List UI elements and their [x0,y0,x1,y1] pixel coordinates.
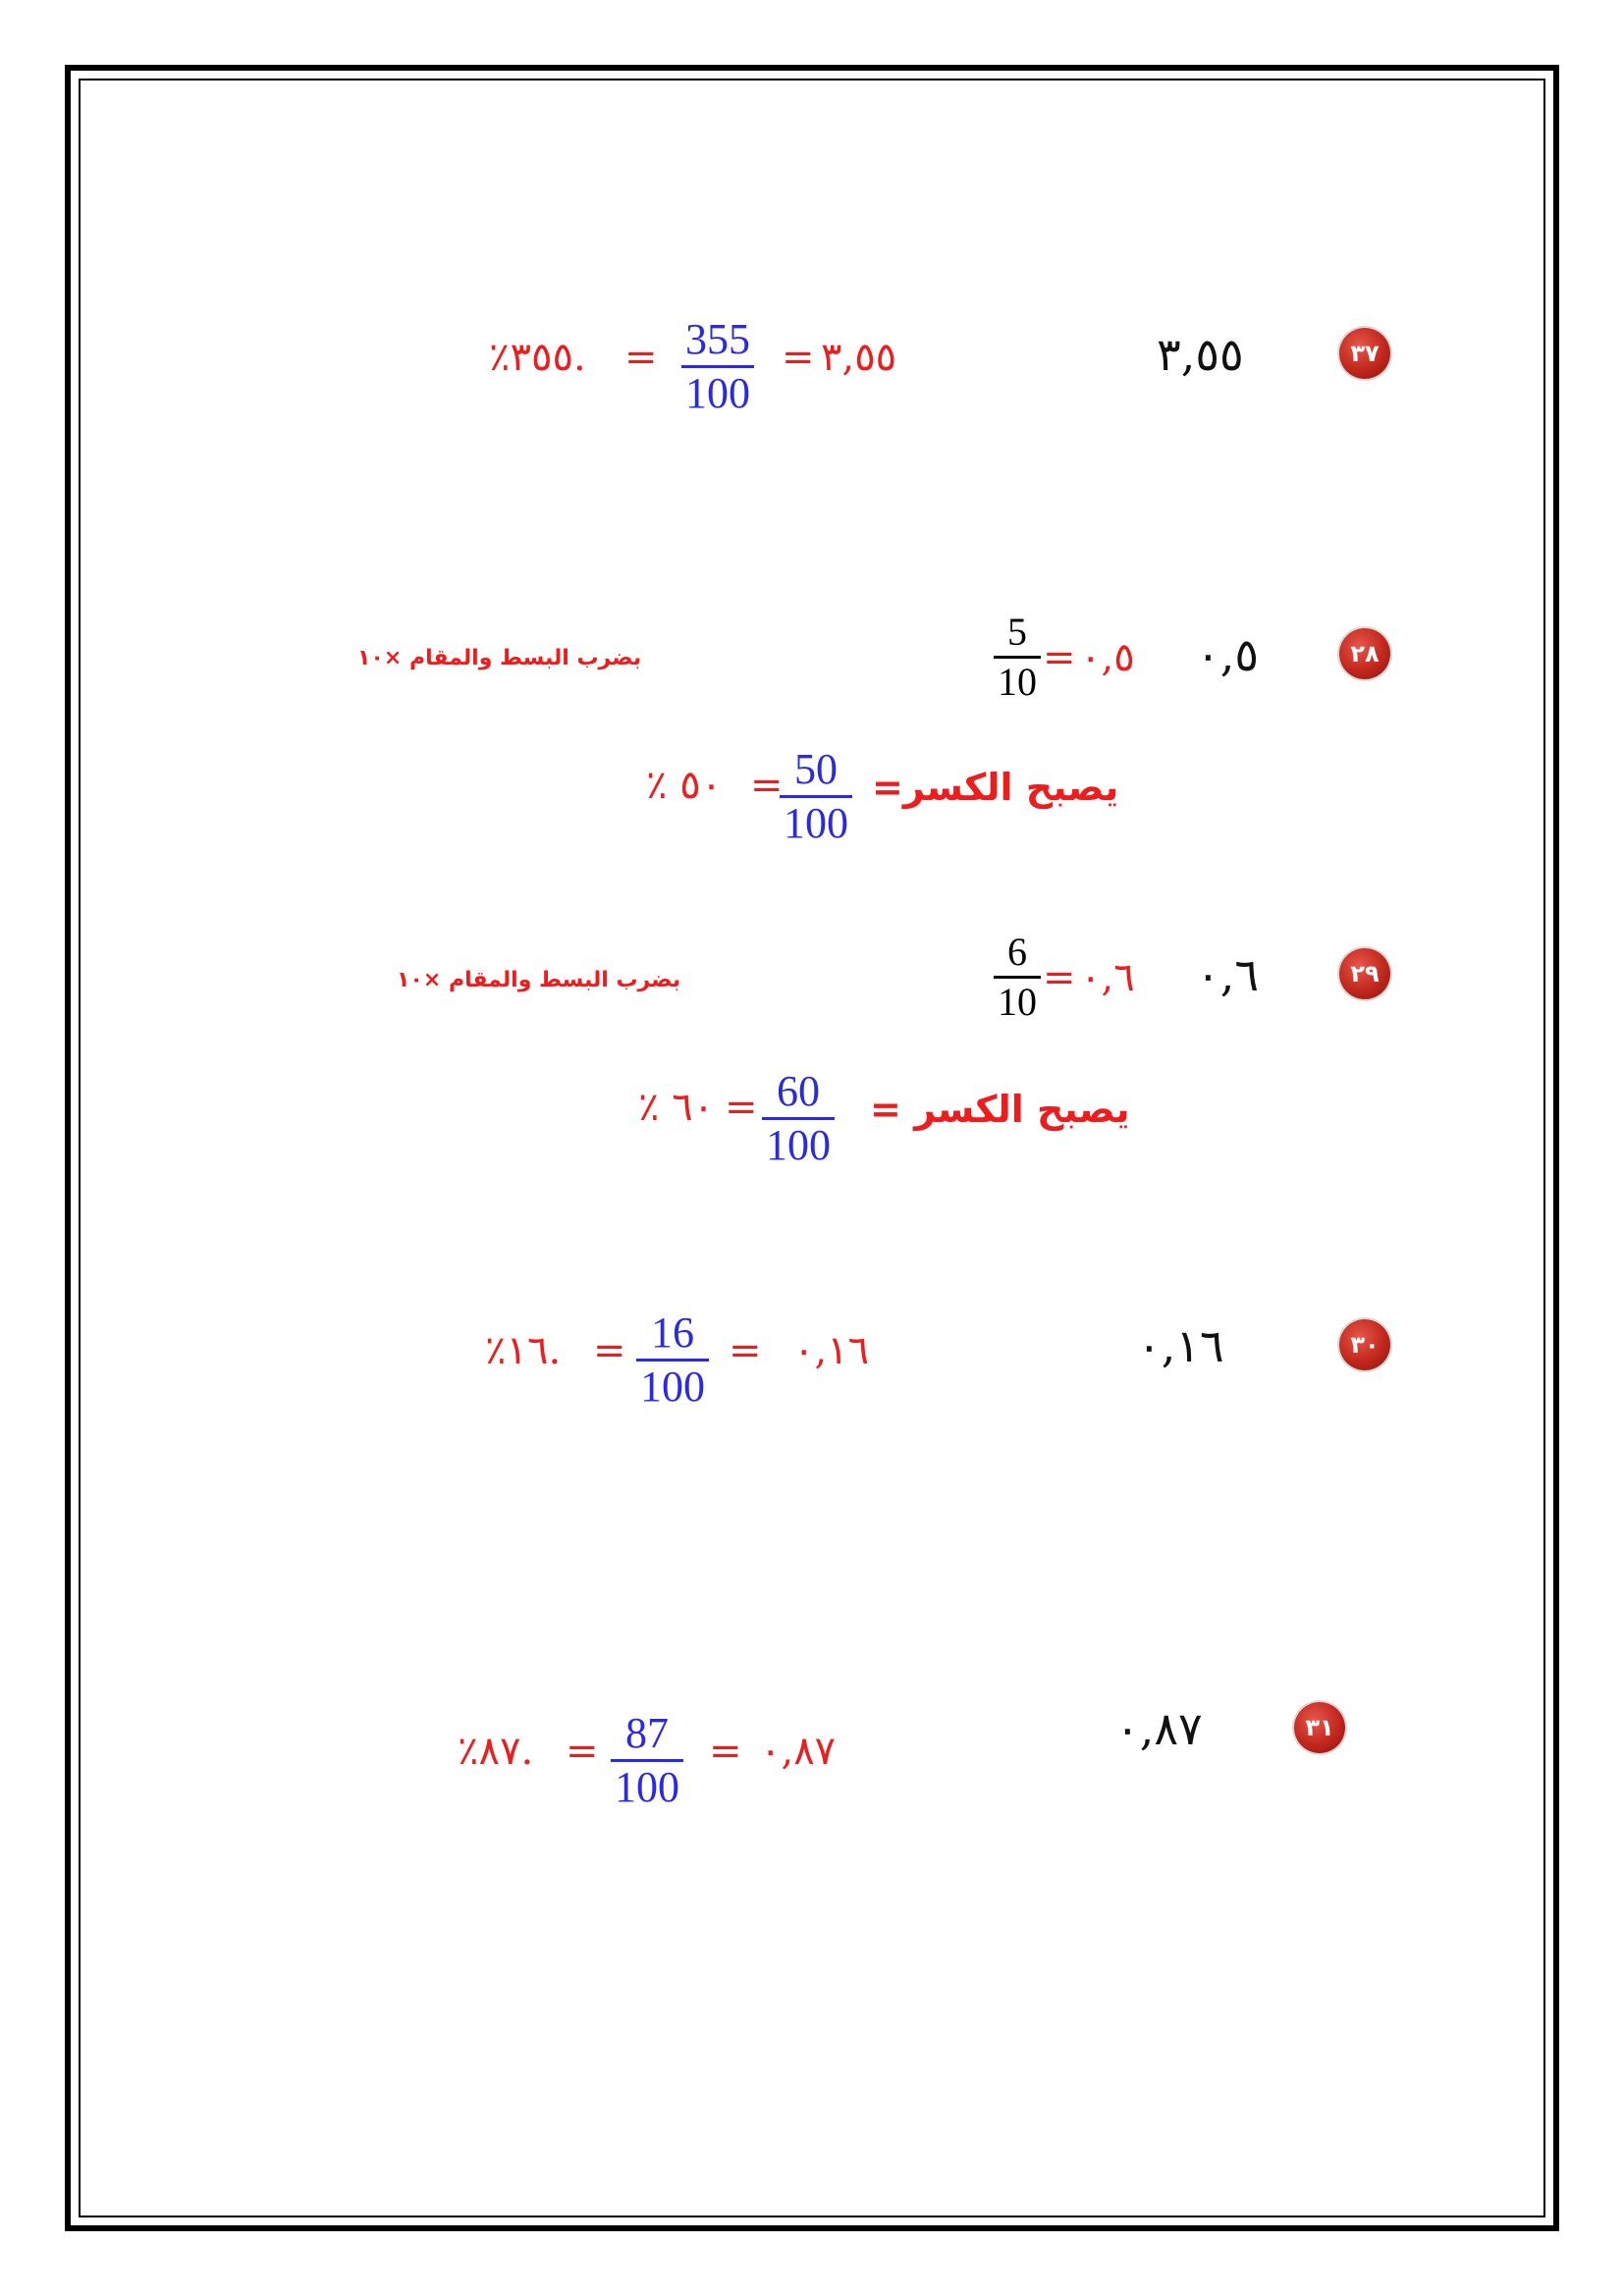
problem-number-badge: ٢٨ [1339,628,1390,679]
answer-percent: ٪٣٥٥. [489,335,586,380]
fraction-denominator: 10 [998,660,1037,704]
step-decimal: ٠,٦ [1080,955,1135,1000]
equals-sign: = [1043,635,1076,680]
equals-sign: = [725,1085,758,1130]
answer-decimal: ٣,٥٥ [821,335,897,380]
problem-number-badge: ٣٧ [1339,328,1390,379]
result-percent: ٦٠ ٪ [638,1085,715,1130]
answer-fraction [636,1308,709,1411]
fraction-numerator: 60 [777,1067,820,1115]
given-value: ٠,٨٧ [1115,1702,1203,1755]
problem-number-badge: ٣١ [1294,1702,1345,1753]
fraction-numerator: 6 [1007,930,1027,974]
fraction-denominator: 100 [640,1362,705,1411]
answer-percent: ٪٨٧. [458,1729,534,1774]
multiply-note: بضرب البسط والمقام ×١٠ [397,968,681,992]
given-value: ٣,٥٥ [1157,328,1244,381]
equals-sign: = [1043,955,1076,1000]
answer-decimal: ٠,٨٧ [760,1729,837,1774]
becomes-label: يصبح الكسر= [872,766,1119,809]
answer-fraction [681,315,754,417]
result-percent: ٥٠ ٪ [646,763,723,808]
step-fraction [994,610,1041,704]
fraction-denominator: 100 [615,1763,679,1811]
fraction-numerator: 355 [685,315,750,363]
equals-sign: = [624,335,658,380]
step-fraction [994,930,1041,1024]
fraction-numerator: 16 [651,1308,694,1357]
multiply-note: بضرب البسط والمقام ×١٠ [357,646,642,670]
given-value: ٠,٦ [1196,948,1260,1001]
answer-decimal: ٠,١٦ [793,1328,870,1373]
answer-percent: ٪١٦. [485,1328,562,1373]
result-fraction [780,745,852,847]
fraction-numerator: 5 [1007,610,1027,654]
problem-number-badge: ٣٠ [1339,1319,1390,1370]
fraction-denominator: 100 [685,369,750,417]
equals-sign: = [729,1328,762,1373]
fraction-denominator: 100 [784,799,848,847]
fraction-numerator: 87 [625,1709,669,1757]
equals-sign: = [709,1729,742,1774]
equals-sign: = [782,335,815,380]
result-fraction [762,1067,835,1169]
fraction-numerator: 50 [794,745,838,793]
given-value: ٠,٥ [1196,628,1260,681]
answer-fraction [611,1709,683,1811]
equals-sign: = [593,1328,626,1373]
equals-sign: = [750,763,784,808]
given-value: ٠,١٦ [1137,1319,1224,1372]
problem-number-badge: ٢٩ [1339,948,1390,999]
fraction-denominator: 100 [766,1121,831,1169]
becomes-label: يصبح الكسر = [870,1088,1130,1131]
step-decimal: ٠,٥ [1080,635,1135,680]
equals-sign: = [566,1729,599,1774]
fraction-denominator: 10 [998,980,1037,1024]
